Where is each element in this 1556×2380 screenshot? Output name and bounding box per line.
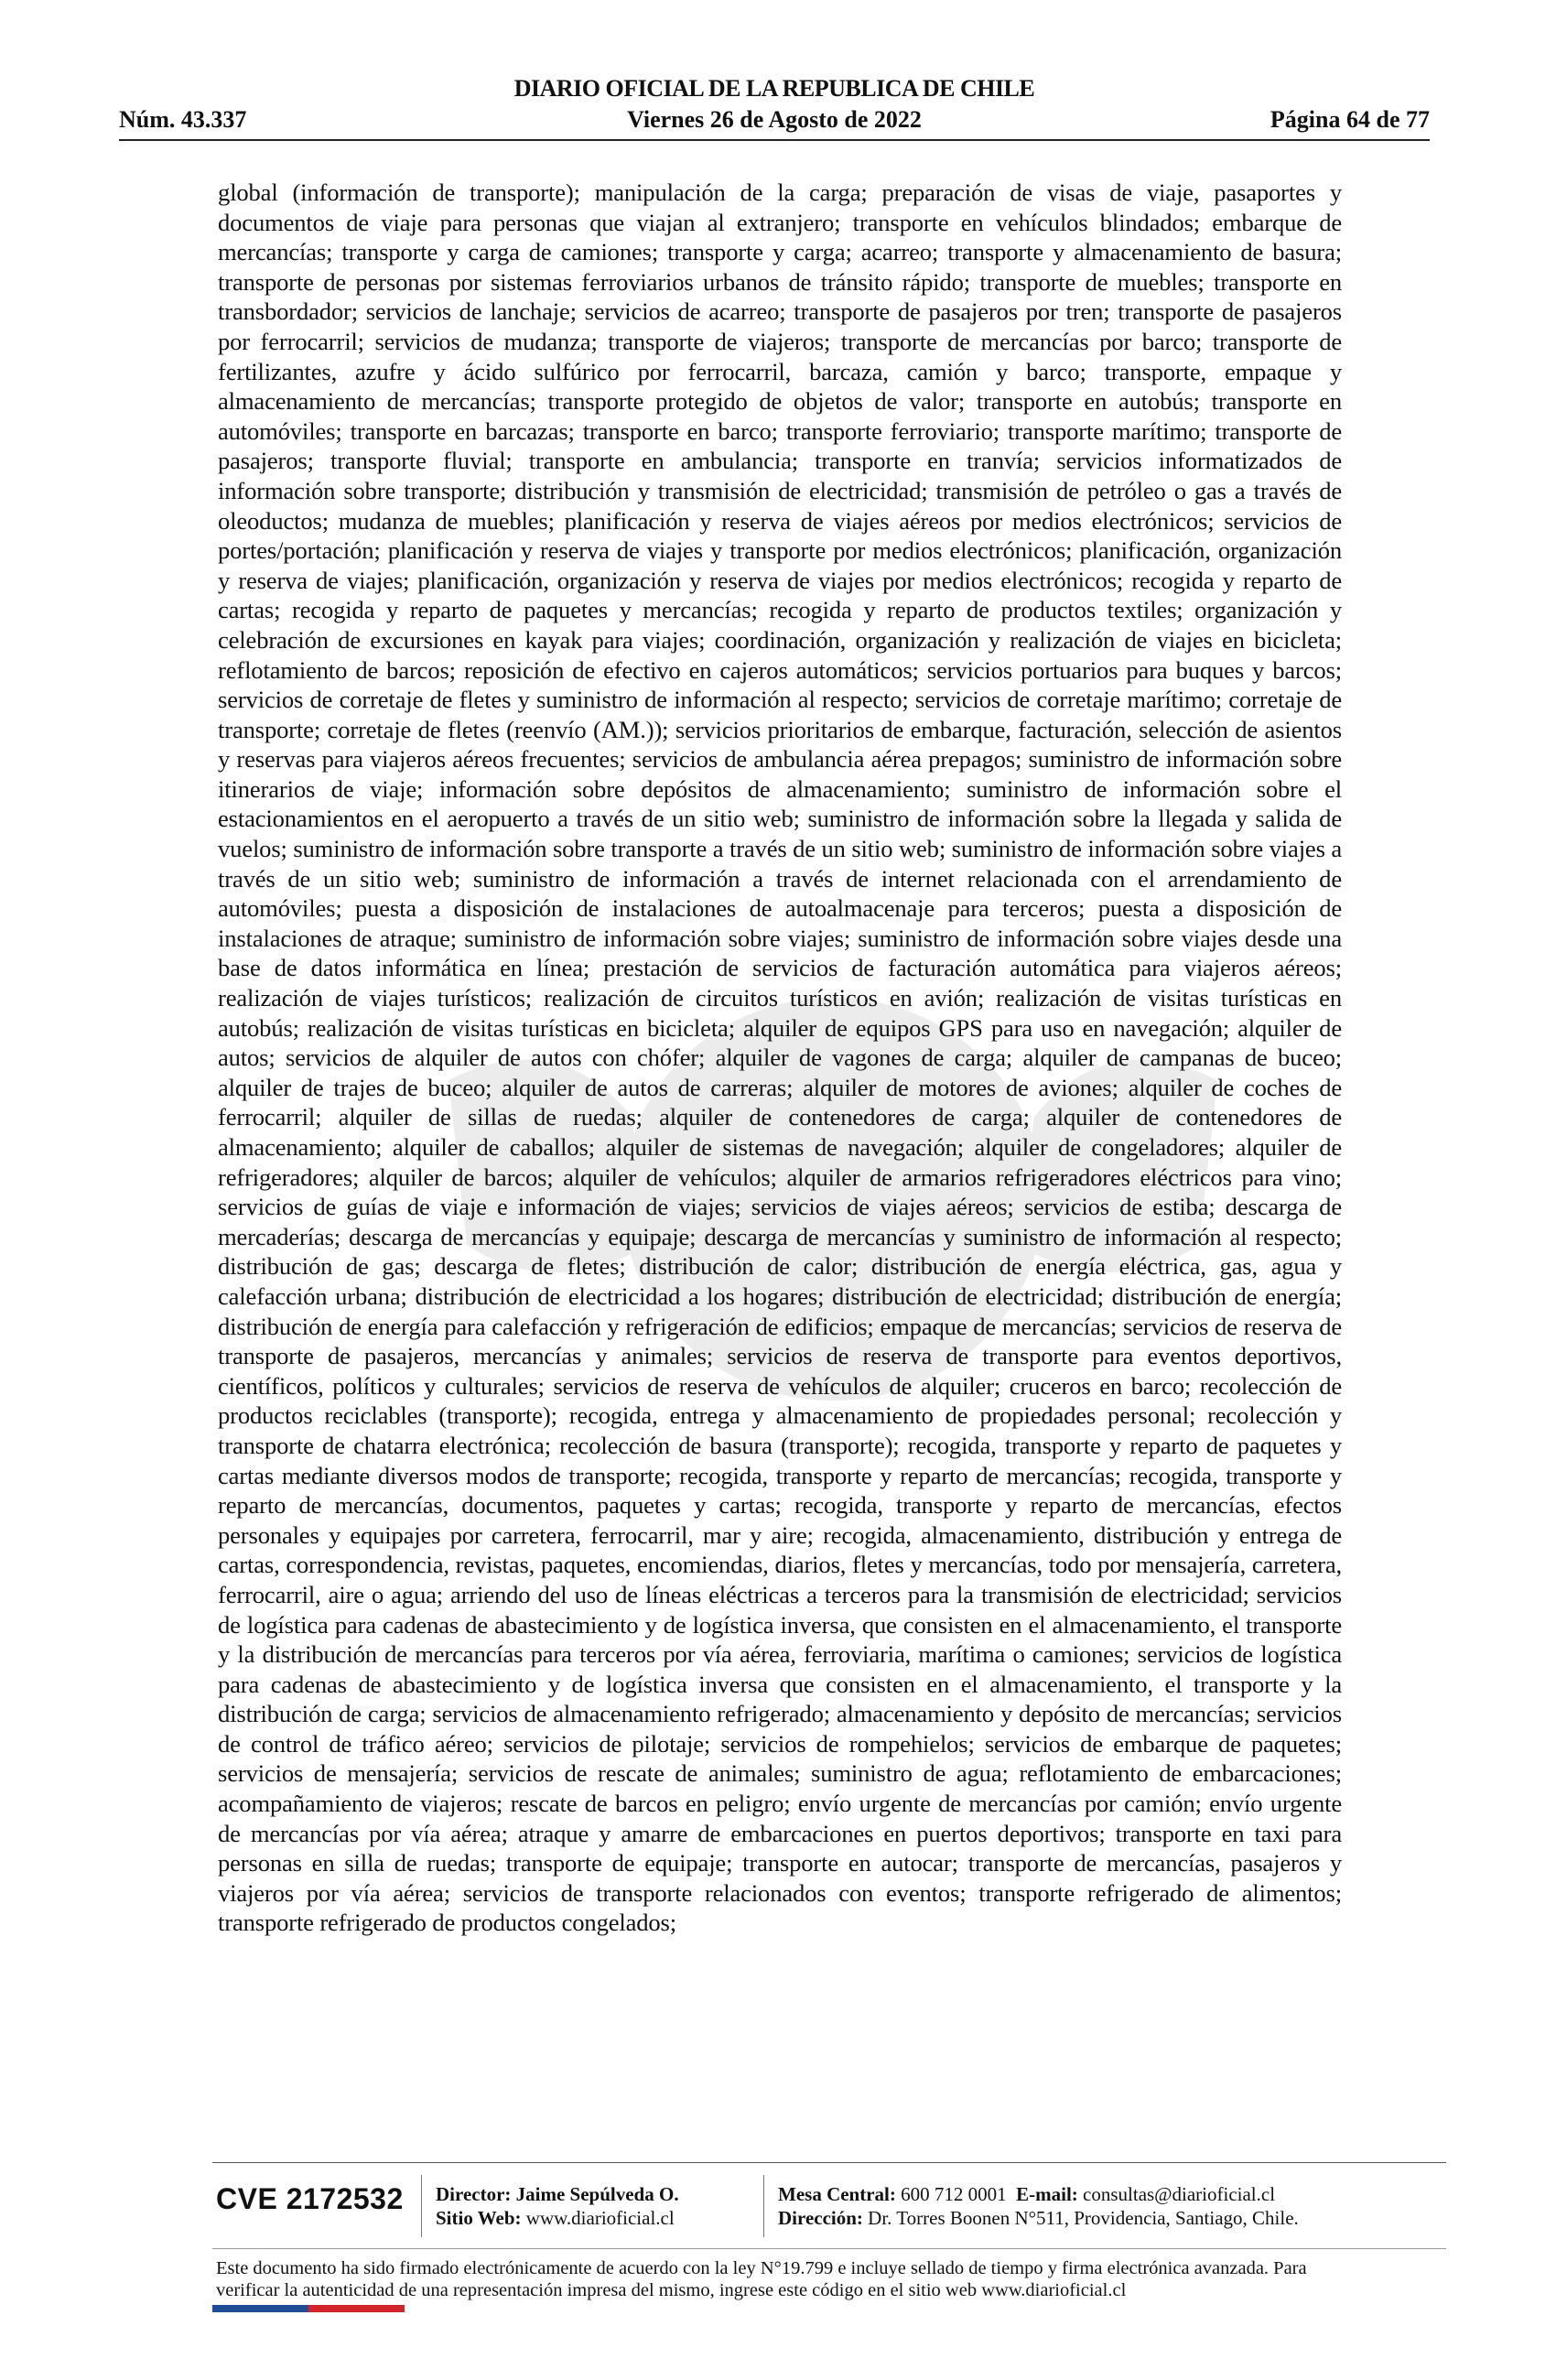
footer-separator (421, 2175, 422, 2237)
contact-block (778, 2182, 1299, 2230)
signature-note: Este documento ha sido firmado electrónicamente de acuerdo con la ley N°19.799 e incluye sellado de tiempo y firma electrónica avanzada. Para verificar la autenticidad de una representación impresa del mismo, ingrese este código en el sitio web www.diarioficial.cl (216, 2258, 1307, 2300)
issue-number: Núm. 43.337 (119, 106, 247, 133)
mesa-label: Mesa Central: (778, 2183, 896, 2205)
director-line (436, 2182, 679, 2206)
address-value: Dr. Torres Boonen N°511, Providencia, Santiago, Chile. (868, 2207, 1299, 2229)
email-label: E-mail: (1016, 2183, 1078, 2205)
footer-divider (212, 2162, 1446, 2163)
website-link[interactable]: www.diarioficial.cl (525, 2207, 675, 2229)
page-number: Página 64 de 77 (1270, 106, 1430, 133)
flag-color-bar (212, 2305, 405, 2312)
mesa-value: 600 712 0001 (901, 2183, 1007, 2205)
body-paragraph: global (información de transporte); manipulación de la carga; preparación de visas de viaje, pasaportes y documentos de viaje para personas que viajan al extranjero; transporte en vehículos blindados; embarque de mercancías; transporte y carga de camiones; transporte y carga; acarreo; transporte y almacenamiento de basura; transporte de personas por sistemas ferroviarios urbanos de tránsito rápido; transporte de muebles; transporte en transbordador; servicios de lanchaje; servicios de acarreo; transporte de pasajeros por tren; transporte de pasajeros por ferrocarril; servicios de mudanza; transporte de viajeros; transporte de mercancías por barco; transporte de fertilizantes, azufre y ácido sulfúrico por ferrocarril, barcaza, camión y barco; transporte, empaque y almacenamiento de mercancías; transporte protegido de objetos de valor; transporte en autobús; transporte en automóviles; transporte en barcazas; transporte en barco; transporte ferroviario; transporte marítimo; transporte de pasajeros; transporte fluvial; transporte en ambulancia; transporte en tranvía; servicios informatizados de información sobre transporte; distribución y transmisión de electricidad; transmisión de petróleo o gas a través de oleoductos; mudanza de muebles; planificación y reserva de viajes aéreos por medios electrónicos; servicios de portes/portación; planificación y reserva de viajes y transporte por medios electrónicos; planificación, organización y reserva de viajes; planificación, organización y reserva de viajes por medios electrónicos; recogida y reparto de cartas; recogida y reparto de paquetes y mercancías; recogida y reparto de productos textiles; organización y celebración de excursiones en kayak para viajes; coordinación, organización y realización de viajes en bicicleta; reflotamiento de barcos; reposición de efectivo en cajeros automáticos; servicios portuarios para buques y barcos; servicios de corretaje de fletes y suministro de información al respecto; servicios de corretaje marítimo; corretaje de transporte; corretaje de fletes (reenvío (AM.)); servicios prioritarios de embarque, facturación, selección de asientos y reservas para viajeros aéreos frecuentes; servicios de ambulancia aérea prepagos; suministro de información sobre itinerarios de viaje; información sobre depósitos de almacenamiento; suministro de información sobre el estacionamientos en el aeropuerto a través de un sitio web; suministro de información sobre la llegada y salida de vuelos; suministro de información sobre transporte a través de un sitio web; suministro de información sobre viajes a través de un sitio web; suministro de información a través de internet relacionada con el arrendamiento de automóviles; puesta a disposición de instalaciones de autoalmacenaje para terceros; puesta a disposición de instalaciones de atraque; suministro de información sobre viajes; suministro de información sobre viajes desde una base de datos informática en línea; prestación de servicios de facturación automática para viajeros aéreos; realización de viajes turísticos; realización de circuitos turísticos en avión; realización de visitas turísticas en autobús; realización de visitas turísticas en bicicleta; alquiler de equipos GPS para uso en navegación; alquiler de autos; servicios de alquiler de autos con chófer; alquiler de vagones de carga; alquiler de campanas de buceo; alquiler de trajes de buceo; alquiler de autos de carreras; alquiler de motores de aviones; alquiler de coches de ferrocarril; alquiler de sillas de ruedas; alquiler de contenedores de carga; alquiler de contenedores de almacenamiento; alquiler de caballos; alquiler de sistemas de navegación; alquiler de congeladores; alquiler de refrigeradores; alquiler de barcos; alquiler de vehículos; alquiler de armarios refrigeradores eléctricos para vino; servicios de guías de viaje e información de viajes; servicios de viajes aéreos; servicios de estiba; descarga de mercaderías; descarga de mercancías y equipaje; descarga de mercancías y suministro de información al respecto; distribución de gas; descarga de fletes; distribución de calor; distribución de energía eléctrica, gas, agua y calefacción urbana; distribución de electricidad a los hogares; distribución de electricidad; distribución de energía; distribución de energía para calefacción y refrigeración de edificios; empaque de mercancías; servicios de reserva de transporte de pasajeros, mercancías y animales; servicios de reserva de transporte para eventos deportivos, científicos, políticos y culturales; servicios de reserva de vehículos de alquiler; cruceros en barco; recolección de productos reciclables (transporte); recogida, entrega y almacenamiento de propiedades personal; recolección y transporte de chatarra electrónica; recolección de basura (transporte); recogida, transporte y reparto de paquetes y cartas mediante diversos modos de transporte; recogida, transporte y reparto de mercancías; recogida, transporte y reparto de mercancías, documentos, paquetes y cartas; recogida, transporte y reparto de mercancías, efectos personales y equipajes por carretera, ferrocarril, mar y aire; recogida, almacenamiento, distribución y entrega de cartas, correspondencia, revistas, paquetes, encomiendas, diarios, fletes y mercancías, todo por mensajería, carretera, ferrocarril, aire o agua; arriendo del uso de líneas eléctricas a terceros para la transmisión de electricidad; servicios de logística para cadenas de abastecimiento y de logística inversa, que consisten en el almacenamiento, el transporte y la distribución de mercancías para terceros por vía aérea, ferroviaria, marítima o camiones; servicios de logística para cadenas de abastecimiento y de logística inversa que consisten en el almacenamiento, el transporte y la distribución de carga; servicios de almacenamiento refrigerado; almacenamiento y depósito de mercancías; servicios de control de tráfico aéreo; servicios de pilotaje; servicios de rompehielos; servicios de embarque de paquetes; servicios de mensajería; servicios de rescate de animales; suministro de agua; reflotamiento de embarcaciones; acompañamiento de viajeros; rescate de barcos en peligro; envío urgente de mercancías por camión; envío urgente de mercancías por vía aérea; atraque y amarre de embarcaciones en puertos deportivos; transporte en taxi para personas en silla de ruedas; transporte de equipaje; transporte en autocar; transporte de mercancías, pasajeros y viajeros por vía aérea; servicios de transporte relacionados con eventos; transporte refrigerado de alimentos; transporte refrigerado de productos congelados; (218, 178, 1342, 1937)
website-label: Sitio Web: (436, 2207, 522, 2229)
email-link[interactable]: consultas@diarioficial.cl (1083, 2183, 1276, 2205)
address-line (778, 2206, 1299, 2230)
flag-blue-stripe (212, 2305, 308, 2312)
flag-red-stripe (308, 2305, 405, 2312)
cve-code: CVE 2172532 (216, 2182, 404, 2215)
newspaper-title: DIARIO OFICIAL DE LA REPUBLICA DE CHILE (513, 75, 1035, 102)
header-divider (119, 139, 1430, 141)
issue-date: Viernes 26 de Agosto de 2022 (627, 106, 922, 133)
director-label: Director: (436, 2183, 512, 2205)
footer-separator (763, 2175, 764, 2237)
director-block (436, 2182, 679, 2230)
phone-email-line (778, 2182, 1299, 2206)
page-header (119, 75, 1430, 139)
address-label: Dirección: (778, 2207, 863, 2229)
footer-divider-bottom (212, 2248, 1446, 2249)
director-name: Jaime Sepúlveda O. (515, 2183, 679, 2205)
website-line (436, 2206, 679, 2230)
